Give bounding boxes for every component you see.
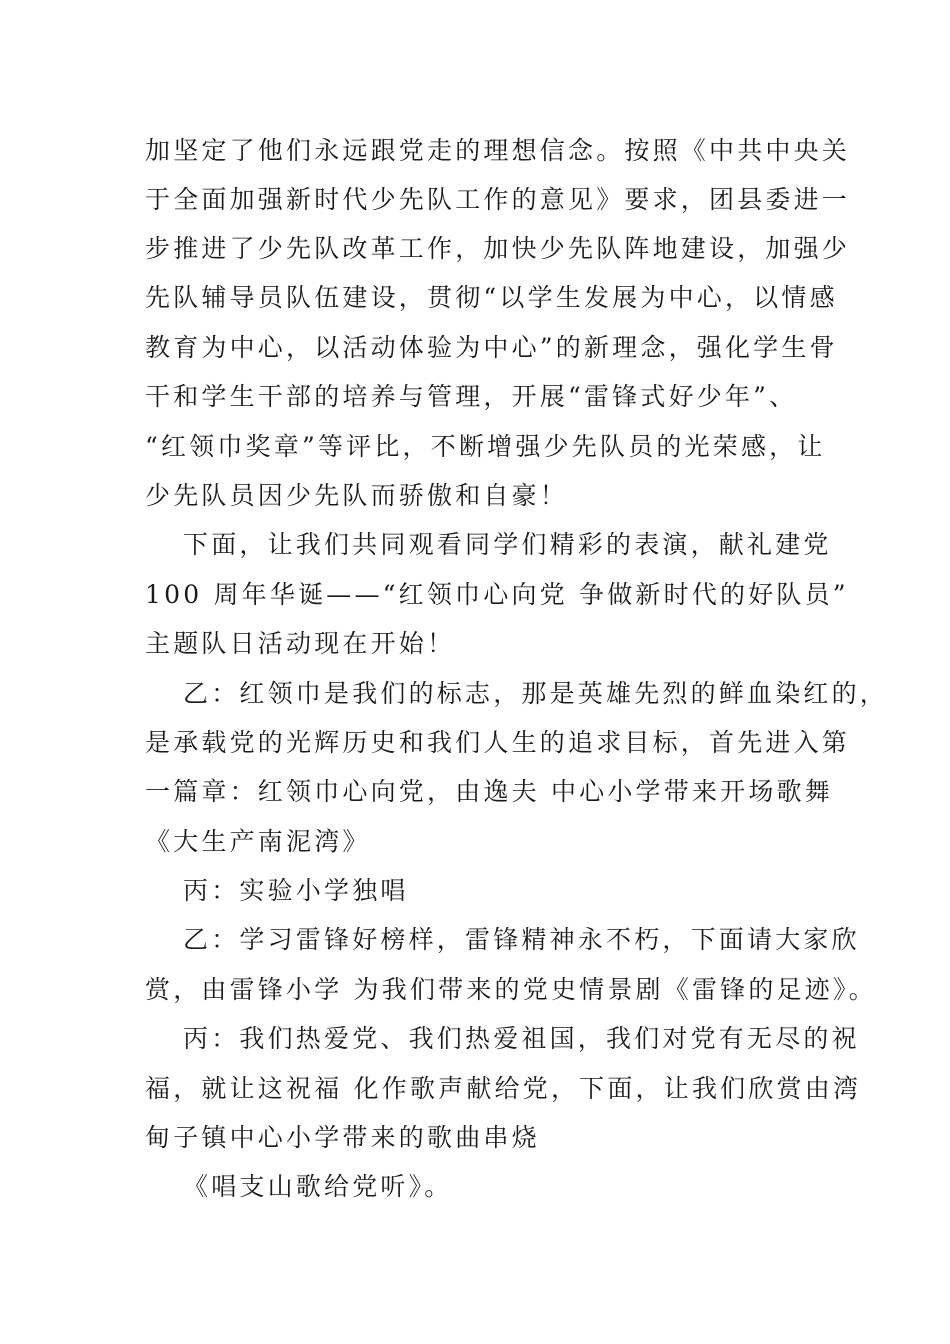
text-line: 步推进了少先队改革工作，加快少先队阵地建设，加强少 — [145, 234, 851, 263]
text-line: 于全面加强新时代少先队工作的意见》要求，团县委进一 — [145, 185, 851, 214]
text-line: 少先队员因少先队而骄傲和自豪！ — [145, 481, 569, 510]
text-line: 丙：我们热爱党、我们热爱祖国，我们对党有无尽的祝 — [183, 1024, 860, 1053]
text-line: 甸子镇中心小学带来的歌曲串烧 — [145, 1123, 540, 1152]
text-line: 教育为中心，以活动体验为中心”的新理念，强化学生骨 — [145, 333, 838, 362]
text-line: 干和学生干部的培养与管理，开展“雷锋式好少年”、 — [145, 382, 798, 411]
text-line: 丙：实验小学独唱 — [183, 876, 409, 905]
text-line: 赏，由雷锋小学 为我们带来的党史情景剧《雷锋的足迹》。 — [145, 975, 877, 1004]
text-line: 乙：红领巾是我们的标志，那是英雄先烈的鲜血染红的， — [183, 679, 889, 708]
text-line: 是承载党的光辉历史和我们人生的追求目标，首先进入第 — [145, 728, 851, 757]
text-line: 《大生产南泥湾》 — [145, 827, 371, 856]
text-line: “红领巾奖章”等评比，不断增强少先队员的光荣感，让 — [145, 432, 826, 461]
text-line: 先队辅导员队伍建设，贯彻“以学生发展为中心，以情感 — [145, 283, 838, 312]
text-line: 主题队日活动现在开始！ — [145, 629, 456, 658]
text-line: 100 周年华诞——“红领巾心向党 争做新时代的好队员” — [145, 580, 849, 609]
text-line: 下面，让我们共同观看同学们精彩的表演，献礼建党 — [183, 530, 832, 559]
text-line: 福，就让这祝福 化作歌声献给党，下面，让我们欣赏由湾 — [145, 1074, 862, 1103]
text-line: 一篇章：红领巾心向党，由逸夫 中心小学带来开场歌舞 — [145, 777, 833, 806]
text-line: 《唱支山歌给党听》。 — [183, 1172, 453, 1201]
text-line: 加坚定了他们永远跟党走的理想信念。按照《中共中央关 — [145, 136, 851, 165]
text-line: 乙：学习雷锋好榜样，雷锋精神永不朽，下面请大家欣 — [183, 925, 860, 954]
